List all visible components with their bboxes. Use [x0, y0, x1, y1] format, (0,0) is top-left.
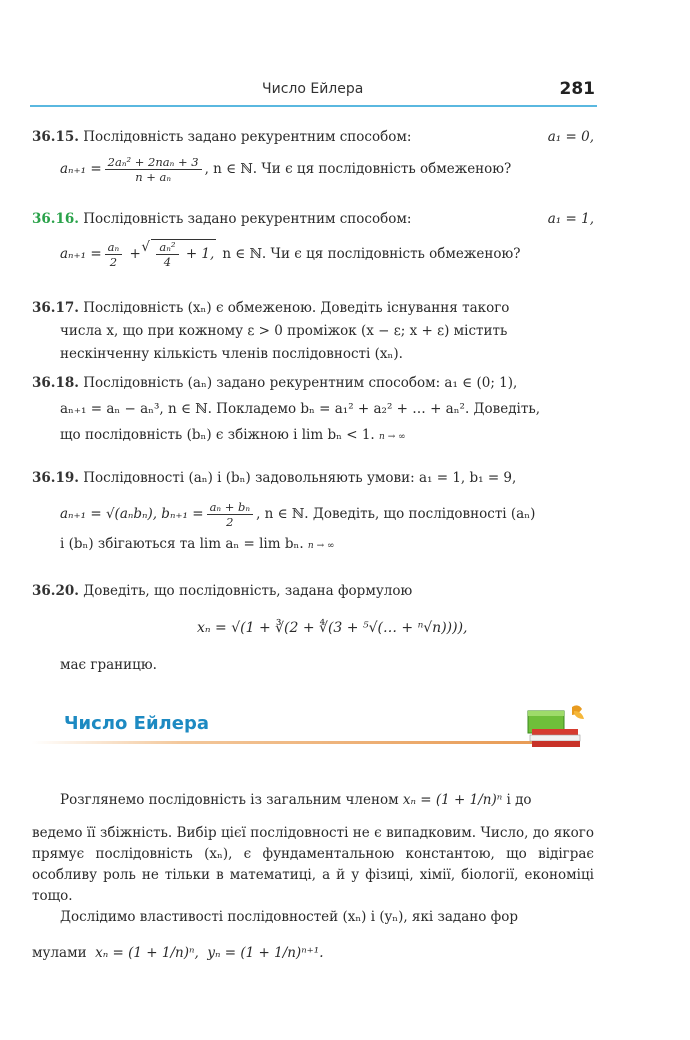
inline-formula: yₙ = (1 + 1/n)ⁿ⁺¹. — [207, 945, 324, 961]
problem-text: n ∈ ℕ. Чи є ця послідовність обмеженою? — [222, 245, 521, 262]
section-divider — [32, 741, 532, 744]
problem-number: 36.19. — [32, 470, 79, 486]
problem-text: Послідовність задано рекурентним способом: — [83, 129, 412, 145]
initial-condition: a₁ = 1, — [547, 211, 594, 227]
fraction-numerator: 2aₙ² + 2naₙ + 3 — [105, 155, 202, 170]
problem-36-15 — [32, 126, 594, 184]
nested-radical-formula: xₙ = √(1 + ∛(2 + ∜(3 + ⁵√(… + ⁿ√n)))), — [197, 620, 468, 636]
inline-formula: xₙ = (1 + 1/n)ⁿ, — [95, 945, 199, 961]
fraction-numerator: aₙ + bₙ — [207, 500, 254, 515]
problem-number: 36.17. — [32, 300, 79, 316]
fraction — [105, 155, 202, 184]
paragraph-text: і до — [506, 792, 532, 808]
fraction — [156, 240, 178, 269]
fraction-denominator: 2 — [109, 254, 118, 269]
problem-text: має границю. — [60, 657, 157, 673]
fraction-denominator: 2 — [226, 515, 234, 529]
problem-36-20 — [32, 580, 594, 677]
section-title: Число Ейлера — [64, 713, 209, 734]
problem-text: , n ∈ ℕ. Доведіть, що послідовності (aₙ) — [256, 506, 536, 522]
section-header — [32, 703, 592, 748]
page-number: 281 — [559, 79, 595, 99]
problem-36-17 — [32, 297, 594, 366]
problem-number: 36.18. — [32, 375, 79, 391]
problem-text: aₙ₊₁ = aₙ − aₙ³, n ∈ ℕ. Покладемо bₙ = a₁² + a₂² + … + aₙ². Доведіть, — [60, 401, 540, 417]
problem-text: Послідовність задано рекурентним способом: — [83, 211, 412, 227]
problem-number: 36.16. — [32, 211, 79, 227]
problem-text: Послідовність (xₙ) є обмеженою. Доведіть існування такого — [83, 300, 510, 316]
problem-36-16: 36.16. Послідовність задано рекурентним способом: a₁ = 1, aₙ₊₁ = $\frac{\text{aₙ}}{2}$ + √ $\frac{\text{aₙ²}}{4}$ + 1, n ∈ ℕ. Чи є ця послідовність обмеженою? — [32, 208, 594, 269]
running-title: Число Ейлера — [262, 81, 364, 97]
problem-number: 36.15. — [32, 129, 79, 145]
formula-lhs: aₙ₊₁ = — [60, 161, 102, 177]
limit-subscript: n → ∞ — [307, 541, 335, 551]
problem-text: , n ∈ ℕ. Чи є ця послідовність обмеженою? — [204, 161, 512, 177]
problem-text: і (bₙ) збігаються та lim aₙ = lim bₙ. — [60, 536, 304, 552]
limit-subscript: n → ∞ — [379, 432, 406, 442]
square-root — [151, 239, 216, 269]
fraction-denominator: 4 — [163, 255, 172, 269]
paragraph-3 — [32, 943, 594, 964]
problem-36-19 — [32, 467, 594, 558]
problem-text: Послідовність (aₙ) задано рекурентним способом: a₁ ∈ (0; 1), — [83, 375, 518, 391]
inline-formula: xₙ = (1 + 1/n)ⁿ — [402, 792, 503, 808]
paragraph-1-continued: ведемо її збіжність. Вибір цієї послідовності не є випадковим. Число, до якого прямує послідовність (xₙ), є фундаментальною константою, що відіграє особливу роль не тільки в математиці, а й у фізиці, хімії, біології, економіці тощо. — [32, 825, 594, 904]
formula-lhs: aₙ₊₁ = √(aₙbₙ), bₙ₊₁ = — [60, 506, 204, 522]
problem-36-18 — [32, 372, 594, 449]
paragraph-text: Розглянемо послідовність із загальним членом — [60, 792, 399, 808]
initial-condition: a₁ = 0, — [547, 129, 594, 145]
formula-lhs: aₙ₊₁ = — [60, 245, 102, 262]
problem-number: 36.20. — [32, 583, 79, 599]
fraction-denominator: n + aₙ — [135, 170, 172, 184]
paragraph-1 — [32, 790, 594, 811]
page-header — [30, 79, 597, 107]
paragraph-2: Дослідимо властивості послідовностей (xₙ) і (yₙ), які задано фор — [60, 909, 519, 925]
fraction-numerator: √ aₙ² — [156, 240, 178, 255]
fraction — [105, 240, 123, 269]
problem-text: Послідовності (aₙ) і (bₙ) задовольняють умови: a₁ = 1, b₁ = 9, — [83, 470, 517, 486]
paragraph-text: мулами — [32, 945, 87, 961]
problem-text: Доведіть, що послідовність, задана формулою — [83, 583, 413, 599]
problem-text: числа x, що при кожному ε > 0 проміжок (x − ε; x + ε) містить — [60, 323, 508, 339]
sqrt-tail: + 1, — [185, 246, 215, 262]
problem-text: нескінченну кількість членів послідовності (xₙ). — [60, 346, 403, 362]
books-icon — [524, 703, 594, 751]
problem-text: що послідовність (bₙ) є збіжною і lim bₙ < 1. — [60, 427, 375, 443]
fraction — [207, 500, 254, 529]
fraction-numerator: aₙ — [105, 240, 123, 255]
